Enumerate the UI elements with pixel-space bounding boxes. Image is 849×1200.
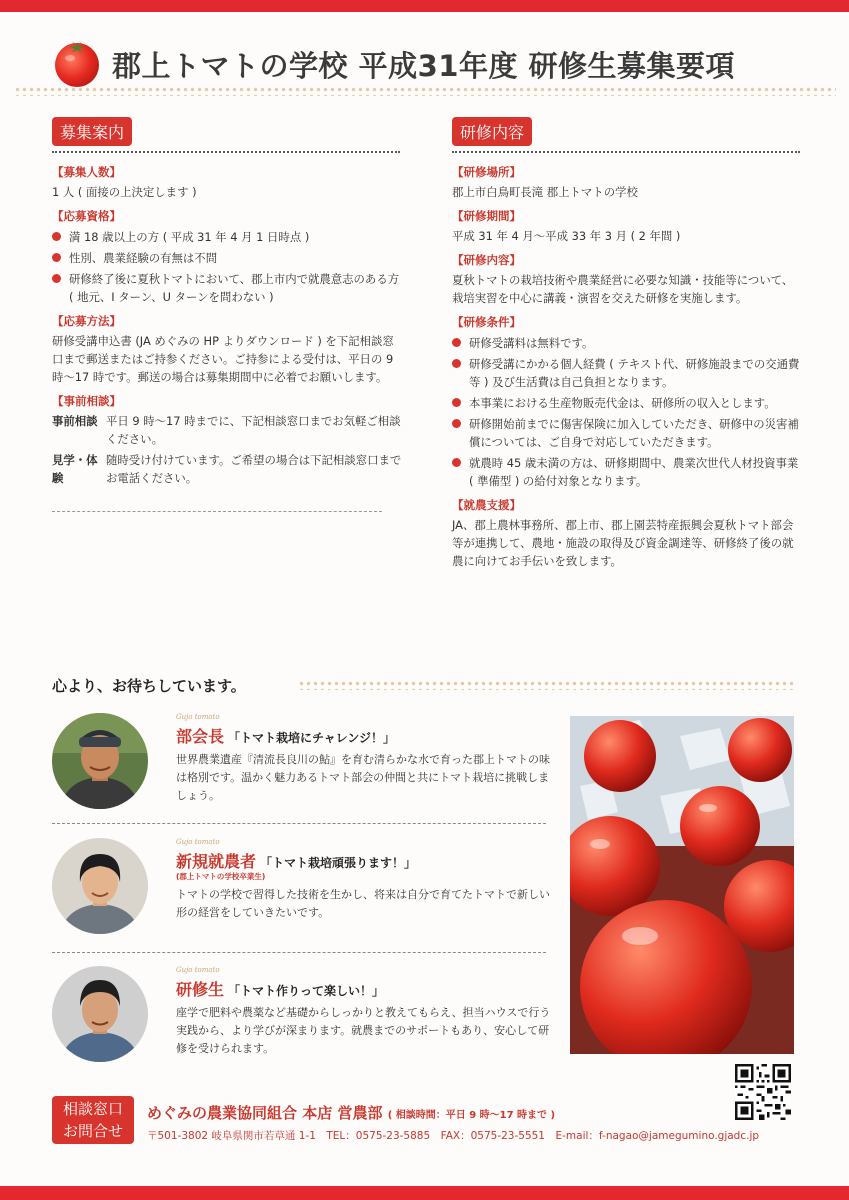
qr-code[interactable] <box>735 1064 791 1120</box>
content-text: 夏秋トマトの栽培技術や農業経営に必要な知識・技能等について、栽培実習を中心に講義・演習を交えた研修を実施します。 <box>452 273 794 305</box>
person-text: 座学で肥料や農薬など基礎からしっかりと教えてもらえ、担当ハウスで行う実践から、より学びが深まります。就農までのサポートもあり、安心して研修を受けられます。 <box>176 1006 551 1055</box>
person-card <box>52 838 552 948</box>
cond-item: 研修受講料は無料です。 <box>452 334 800 352</box>
welcome-dotted-divider <box>298 680 796 690</box>
content-heading: 【研修内容】 <box>452 253 521 267</box>
person-sub: Gujo tomato <box>176 966 220 974</box>
person-body <box>176 713 552 805</box>
contact-address: 〒501-3802 岐阜県関市若草通 1-1 TEL：0575-23-5885 FAX：0575-23-5551 E-mail：f-nagao@jamegumino.gjadc.jp <box>147 1130 760 1142</box>
bullet-icon <box>52 253 61 262</box>
person-divider <box>52 823 546 824</box>
cond-item: 研修開始前までに傷害保険に加入していただき、研修中の災害補償については、ご自身で対応していただきます。 <box>452 415 800 451</box>
number-heading: 【募集人数】 <box>52 165 121 179</box>
period-text: 平成 31 年 4 月～平成 33 年 3 月 ( 2 年間 ) <box>452 229 681 243</box>
person-role: 新規就農者 <box>176 852 257 871</box>
bullet-icon <box>452 359 461 368</box>
tomato-photo <box>570 716 794 1054</box>
recruit-label: 募集案内 <box>52 117 132 146</box>
bullet-icon <box>452 338 461 347</box>
bullet-icon <box>52 274 61 283</box>
support-heading: 【就農支援】 <box>452 498 521 512</box>
person-role: 研修生 <box>176 980 225 999</box>
recruit-section <box>52 163 402 512</box>
bullet-icon <box>52 232 61 241</box>
person-body <box>176 966 552 1058</box>
person-quote: 「トマト栽培にチャレンジ！」 <box>228 731 396 745</box>
person-quote: 「トマト作りって楽しい！」 <box>228 984 385 998</box>
person-role-sub: (郡上トマトの学校卒業生) <box>176 872 266 881</box>
avatar <box>52 838 148 934</box>
tomato-icon <box>52 38 102 88</box>
consult-heading: 【事前相談】 <box>52 394 121 408</box>
person-role: 部会長 <box>176 727 225 746</box>
dotted-divider <box>14 86 836 96</box>
org-hours: ( 相談時間：平日 9 時～17 時まで ) <box>387 1110 556 1121</box>
cond-item: 研修受講にかかる個人経費 ( テキスト代、研修施設までの交通費等 ) 及び生活費は自己負担となります。 <box>452 355 800 391</box>
cond-item: 就農時 45 歳未満の方は、研修期間中、農業次世代人材投資事業 ( 準備型 ) の給付対象となります。 <box>452 454 800 490</box>
qual-item: 性別、農業経験の有無は不問 <box>52 249 402 267</box>
consult-divider <box>52 511 382 512</box>
qual-item: 研修終了後に夏秋トマトにおいて、郡上市内で就農意志のある方 ( 地元、I ターン、U ターンを問わない ) <box>52 270 402 306</box>
number-text: 1 人 ( 面接の上決定します ) <box>52 185 197 199</box>
method-text: 研修受講申込書 (JA めぐみの HP よりダウンロード ) を下記相談窓口まで郵送またはご持参ください。ご持参による受付は、平日の 9 時～17 時です。郵送の場合は募集期間中に必着でお願いします。 <box>52 334 394 384</box>
bullet-icon <box>452 458 461 467</box>
recruit-divider <box>52 151 400 153</box>
top-band <box>0 0 849 12</box>
person-card <box>52 713 552 823</box>
consult-table <box>52 412 402 487</box>
cond-item: 本事業における生産物販売代金は、研修所の収入とします。 <box>452 394 800 412</box>
contact-badge <box>52 1096 134 1144</box>
person-text: トマトの学校で習得した技術を生かし、将来は自分で育てたトマトで新しい形の経営をしていきたいです。 <box>176 888 550 919</box>
person-quote: 「トマト栽培頑張ります！」 <box>260 856 417 870</box>
place-text: 郡上市白鳥町長滝 郡上トマトの学校 <box>452 185 638 199</box>
contact-badge-line: 相談窓口 <box>62 1100 123 1118</box>
page-title: 郡上トマトの学校 平成31年度 研修生募集要項 <box>112 49 736 83</box>
bottom-band <box>0 1186 849 1200</box>
period-heading: 【研修期間】 <box>452 209 521 223</box>
org-name: めぐみの農業協同組合 本店 営農部 <box>147 1104 383 1122</box>
person-text: 世界農業遺産『清流長良川の鮎』を育む清らかな水で育った郡上トマトの味は格別です。温かく魅力あるトマト部会の仲間と共にトマト栽培に挑戦しましょう。 <box>176 753 550 802</box>
person-sub: Gujo tomato <box>176 713 220 721</box>
welcome-heading: 心より、お待ちしています。 <box>52 677 246 695</box>
person-card <box>52 966 552 1076</box>
bullet-icon <box>452 398 461 407</box>
consult-row: 見学・体験 随時受け付けています。ご希望の場合は下記相談窓口までお電話ください。 <box>52 453 402 485</box>
person-divider <box>52 952 546 953</box>
qual-item: 満 18 歳以上の方 ( 平成 31 年 4 月 1 日時点 ) <box>52 228 402 246</box>
qual-heading: 【応募資格】 <box>52 209 121 223</box>
contact-org <box>147 1102 555 1123</box>
training-label: 研修内容 <box>452 117 532 146</box>
cond-heading: 【研修条件】 <box>452 315 521 329</box>
method-heading: 【応募方法】 <box>52 314 121 328</box>
consult-row: 事前相談 平日 9 時～17 時までに、下記相談窓口までお気軽ご相談ください。 <box>52 414 401 446</box>
avatar <box>52 713 148 809</box>
person-sub: Gujo tomato <box>176 838 220 846</box>
avatar <box>52 966 148 1062</box>
bullet-icon <box>452 419 461 428</box>
support-text: JA、郡上農林事務所、郡上市、郡上園芸特産振興会夏秋トマト部会等が連携して、農地・施設の取得及び資金調達等、研修終了後の就農に向けてお手伝いを致します。 <box>452 518 794 568</box>
training-divider <box>452 151 800 153</box>
training-section <box>452 163 800 570</box>
person-body <box>176 838 552 922</box>
place-heading: 【研修場所】 <box>452 165 521 179</box>
contact-badge-line: お問合せ <box>62 1122 123 1140</box>
